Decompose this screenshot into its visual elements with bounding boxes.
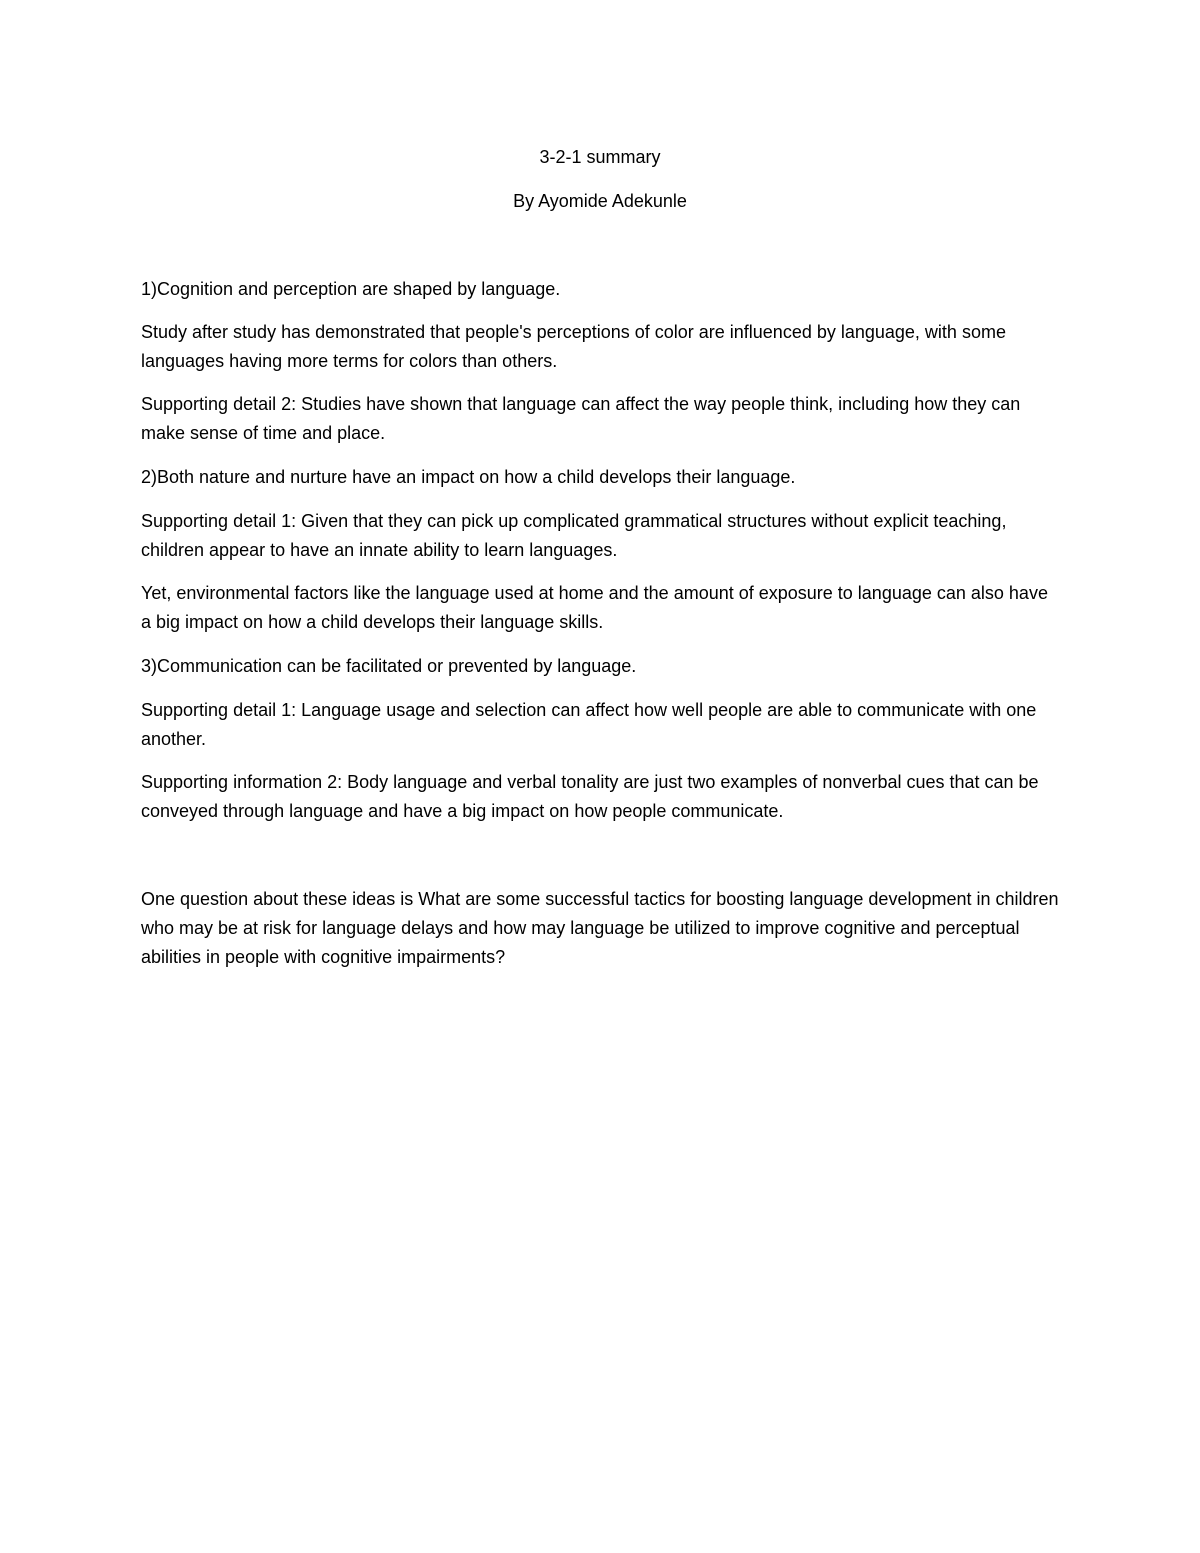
question-paragraph: One question about these ideas is What are some successful tactics for boosting language development in children who may be at risk for language delays and how may language be utilized to improve cognitive and perceptual abilities in people with cognitive impairments? — [141, 889, 1059, 967]
point-1-heading: 1)Cognition and perception are shaped by language. — [141, 279, 561, 299]
point-3-heading: 3)Communication can be facilitated or prevented by language. — [141, 656, 637, 676]
point-1-detail-2: Supporting detail 2: Studies have shown that language can affect the way people think, including how they can make sense of time and place. — [141, 394, 1021, 443]
point-1-detail-1: Study after study has demonstrated that people's perceptions of color are influenced by language, with some languages having more terms for colors than others. — [141, 322, 1006, 371]
point-3-detail-2: Supporting information 2: Body language and verbal tonality are just two examples of nonverbal cues that can be conveyed through language and have a big impact on how people communicate. — [141, 772, 1039, 821]
document-title: 3-2-1 summary — [539, 147, 661, 167]
point-2-detail-1: Supporting detail 1: Given that they can pick up complicated grammatical structures without explicit teaching, children appear to have an innate ability to learn languages. — [141, 511, 1007, 560]
point-3-detail-1: Supporting detail 1: Language usage and selection can affect how well people are able to communicate with one another. — [141, 700, 1037, 749]
point-2-detail-2: Yet, environmental factors like the language used at home and the amount of exposure to language can also have a big impact on how a child develops their language skills. — [141, 583, 1048, 632]
point-2-heading: 2)Both nature and nurture have an impact on how a child develops their language. — [141, 467, 796, 487]
document-byline: By Ayomide Adekunle — [513, 191, 687, 211]
